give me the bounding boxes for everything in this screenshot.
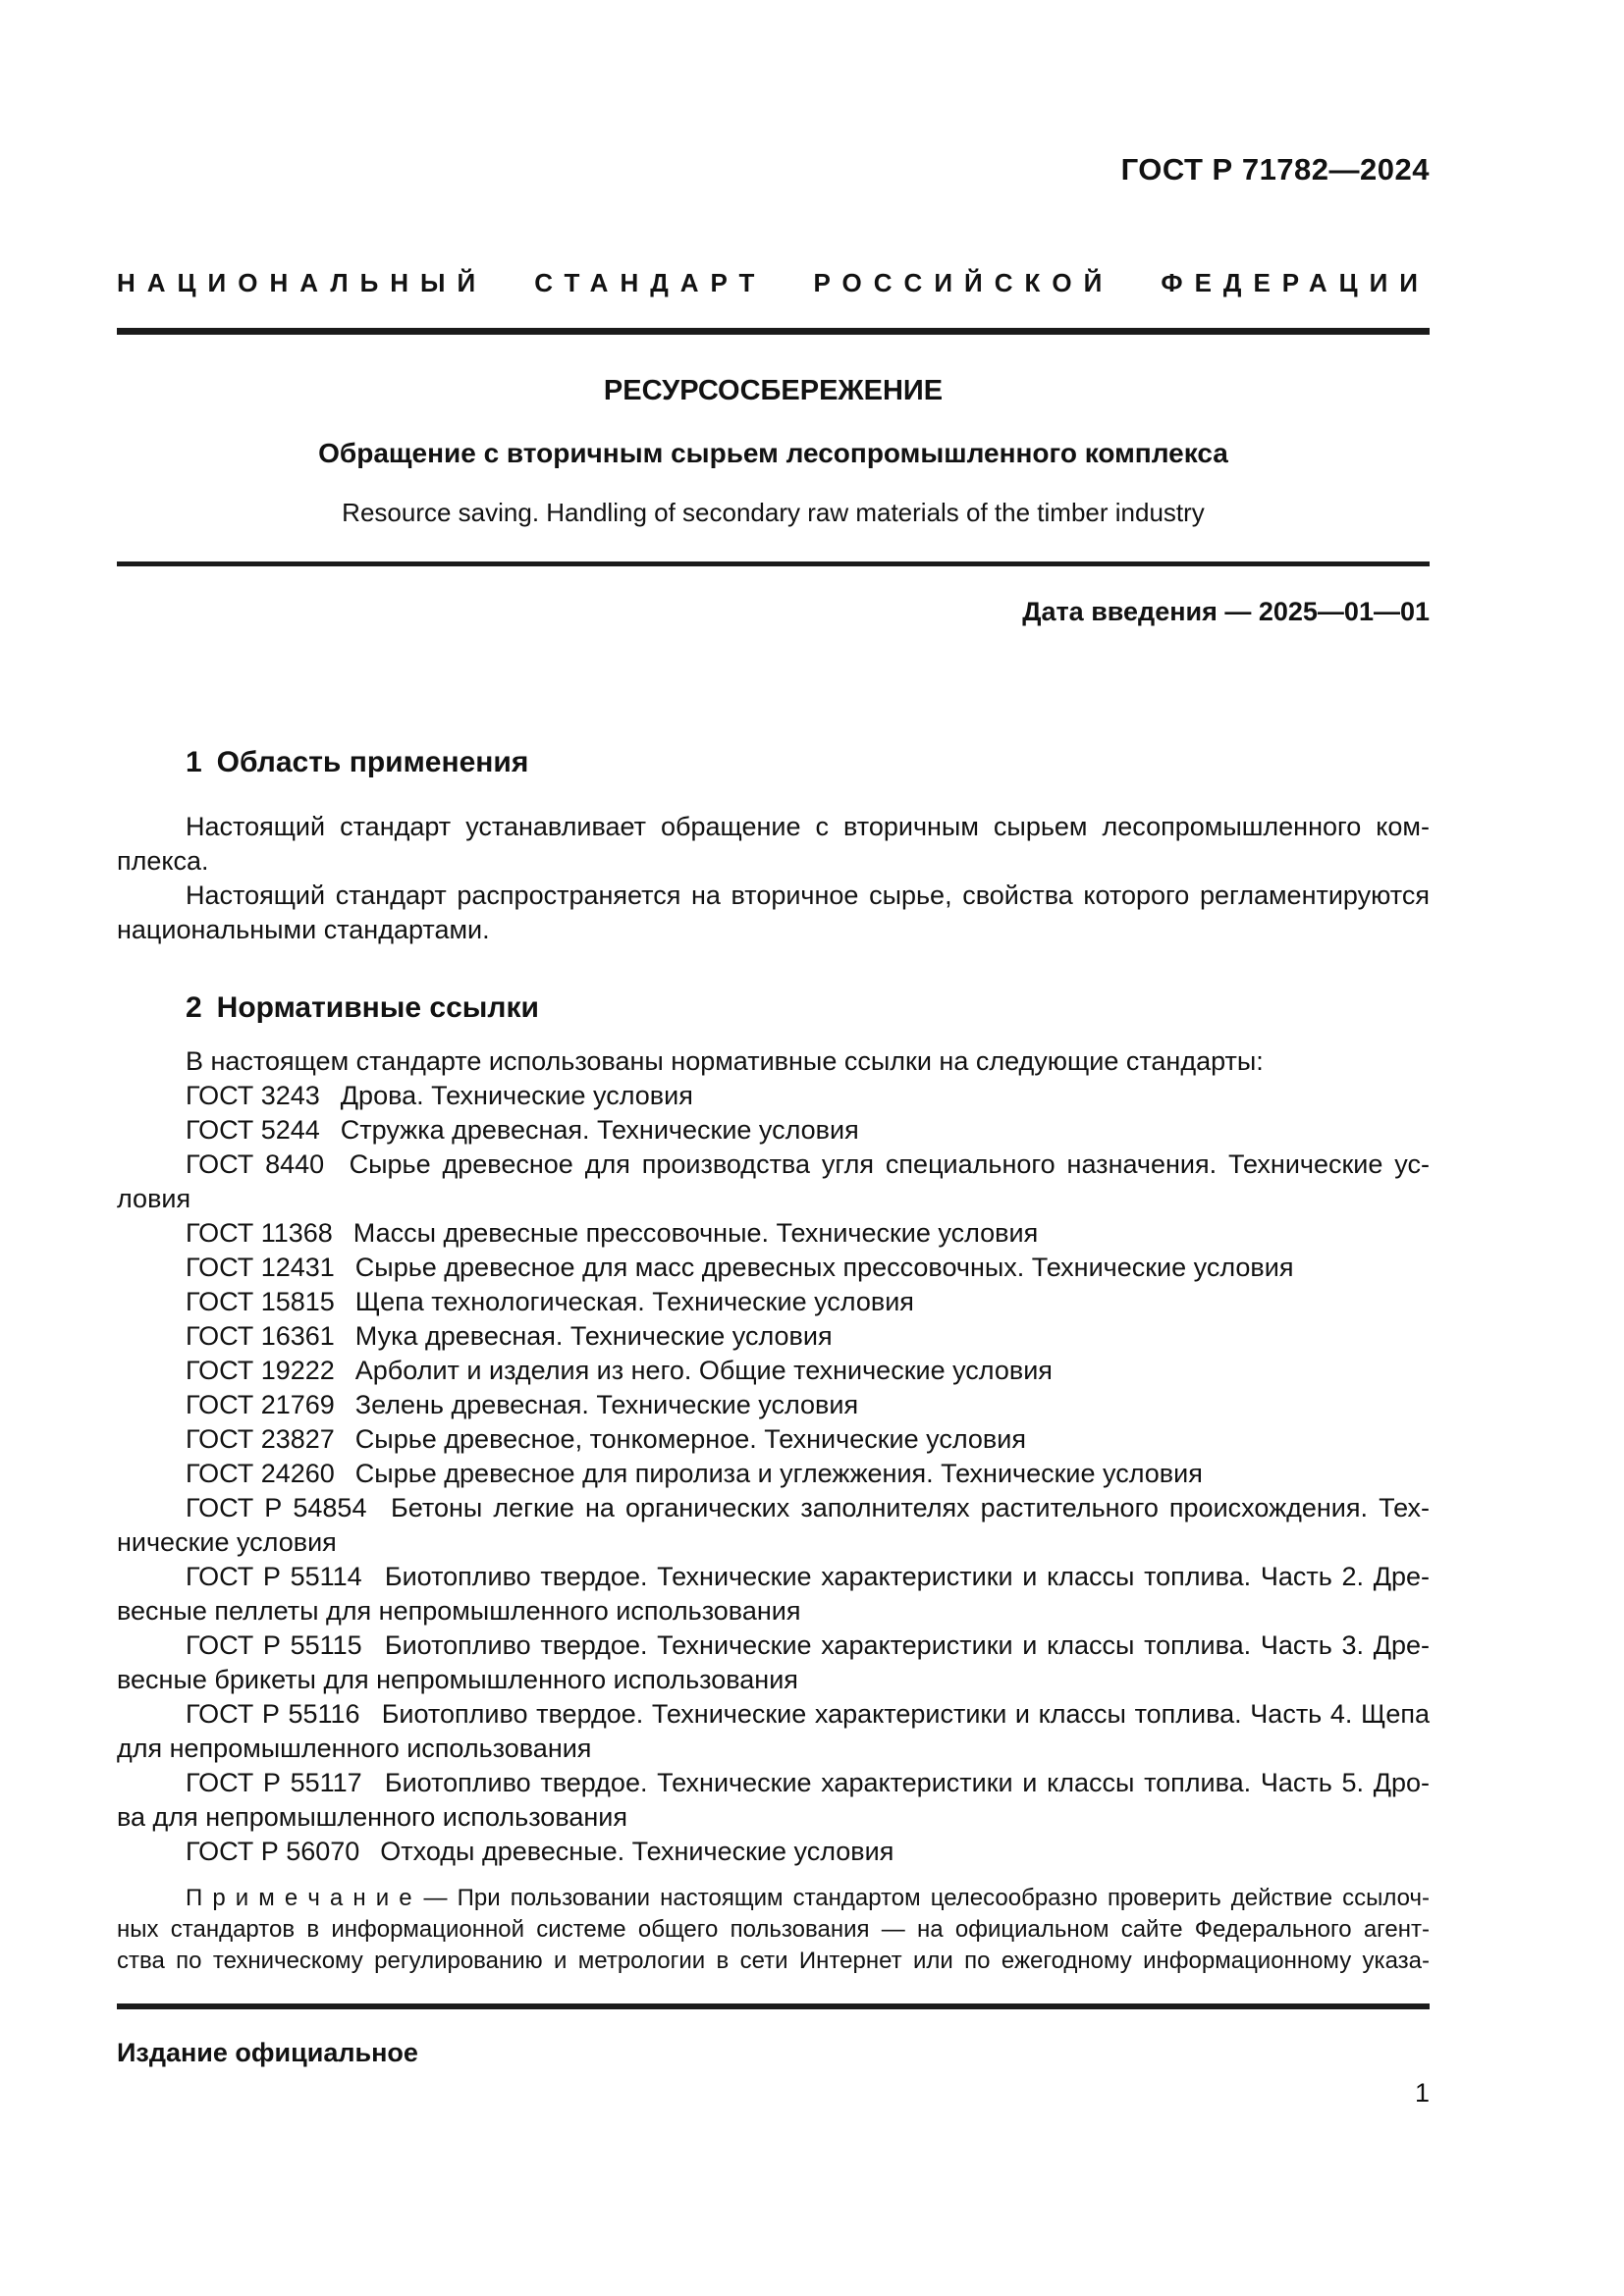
text-line: ства по техническому регулированию и метрологии в сети Интернет или по ежегодному информационному указа- — [117, 1948, 1430, 1974]
text-line: ва для непромышленного использования — [117, 1802, 627, 1832]
text-line: ГОСТ 11368 Массы древесные прессовочные. Технические условия — [186, 1218, 1039, 1248]
text-line: ГОСТ 12431 Сырье древесное для масс древесных прессовочных. Технические условия — [186, 1253, 1294, 1282]
note-block — [117, 1883, 1430, 1977]
text-line: В настоящем стандарте использованы нормативные ссылки на следующие стандарты: — [186, 1046, 1264, 1076]
paragraph-block — [117, 810, 1430, 879]
text-line: Настоящий стандарт устанавливает обращение с вторичным сырьем лесопромышленного ком- — [186, 812, 1430, 841]
page-number: 1 — [1414, 2078, 1430, 2108]
text-line: ГОСТ 5244 Стружка древесная. Технические условия — [186, 1115, 859, 1145]
text-line: ловия — [117, 1184, 191, 1213]
title-russian: Обращение с вторичным сырьем лесопромышленного комплекса — [318, 438, 1228, 468]
text-line: ГОСТ 23827 Сырье древесное, тонкомерное. Технические условия — [186, 1424, 1026, 1454]
text-line: П р и м е ч а н и е — При пользовании настоящим стандартом целесообразно проверить действие ссылоч- — [186, 1885, 1430, 1911]
text-line: ГОСТ Р 55114 Биотопливо твердое. Технические характеристики и классы топлива. Часть 2. Дре- — [186, 1562, 1430, 1591]
paragraph-block — [117, 879, 1430, 947]
text-line: ГОСТ 24260 Сырье древесное для пиролиза и углежжения. Технические условия — [186, 1459, 1203, 1488]
section — [117, 744, 1430, 947]
text-line: ГОСТ 8440 Сырье древесное для производства угля специального назначения. Технические ус- — [186, 1149, 1430, 1179]
text-line: ных стандартов в информационной системе общего пользования — на официальном сайте Федерального агент- — [117, 1916, 1430, 1943]
divider-rule-bottom — [117, 2003, 1430, 2009]
text-line: весные пеллеты для непромышленного использования — [117, 1596, 801, 1626]
text-line: ГОСТ 15815 Щепа технологическая. Технические условия — [186, 1287, 914, 1316]
document-sections — [117, 744, 1430, 1977]
text-line: ГОСТ Р 56070 Отходы древесные. Технические условия — [186, 1837, 894, 1866]
text-line: весные брикеты для непромышленного использования — [117, 1665, 798, 1694]
text-line: ГОСТ 19222 Арболит и изделия из него. Общие технические условия — [186, 1356, 1053, 1385]
text-line: ГОСТ Р 55115 Биотопливо твердое. Технические характеристики и классы топлива. Часть 3. Дре- — [186, 1630, 1430, 1660]
section-heading: 2 Нормативные ссылки — [186, 991, 539, 1024]
text-line: плекса. — [117, 846, 209, 876]
section — [117, 989, 1430, 1977]
effective-date: Дата введения — 2025—01—01 — [1022, 597, 1430, 626]
title-english: Resource saving. Handling of secondary raw materials of the timber industry — [342, 498, 1205, 527]
text-line: ГОСТ Р 55116 Биотопливо твердое. Технические характеристики и классы топлива. Часть 4. Щепа — [186, 1699, 1430, 1729]
text-line: ГОСТ Р 54854 Бетоны легкие на органических заполнителях растительного происхождения. Тех- — [186, 1493, 1430, 1522]
divider-rule-top — [117, 328, 1430, 335]
text-line: национальными стандартами. — [117, 915, 490, 944]
standard-banner: НАЦИОНАЛЬНЫЙ СТАНДАРТ РОССИЙСКОЙ ФЕДЕРАЦИИ — [117, 268, 1430, 297]
text-line: ГОСТ 3243 Дрова. Технические условия — [186, 1081, 693, 1110]
divider-rule-middle — [117, 561, 1430, 566]
text-line: нические условия — [117, 1527, 337, 1557]
text-line: ГОСТ Р 55117 Биотопливо твердое. Технические характеристики и классы топлива. Часть 5. Дро- — [186, 1768, 1430, 1797]
text-line: для непромышленного использования — [117, 1734, 592, 1763]
text-line: ГОСТ 16361 Мука древесная. Технические условия — [186, 1321, 833, 1351]
text-line: ГОСТ 21769 Зелень древесная. Технические условия — [186, 1390, 859, 1419]
text-line: Настоящий стандарт распространяется на вторичное сырье, свойства которого регламентируются — [186, 881, 1430, 910]
paragraph-block — [117, 1044, 1430, 1869]
edition-note: Издание официальное — [117, 2038, 418, 2067]
section-heading: 1 Область применения — [186, 746, 529, 778]
subject-heading: РЕСУРСОСБЕРЕЖЕНИЕ — [603, 375, 944, 406]
doc-code: ГОСТ Р 71782—2024 — [1120, 152, 1430, 187]
